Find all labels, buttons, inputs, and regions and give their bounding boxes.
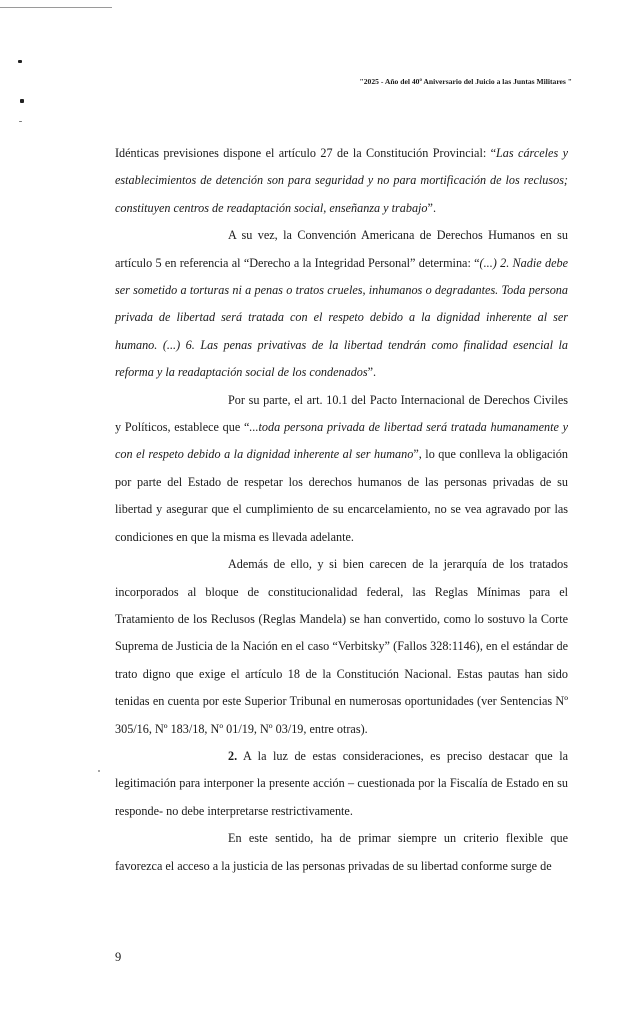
scan-speck <box>20 99 24 103</box>
paragraph-text: Por su parte, el art. 10.1 del Pacto Internacional de Derechos Civiles y Políticos, establece que “ <box>115 392 568 435</box>
paragraph-text: En este sentido, ha de primar siempre un criterio flexible que favorezca el acceso a la justicia de las personas privadas de su libertad conforme surge de <box>115 831 568 873</box>
paragraph-text: A la luz de estas consideraciones, es preciso destacar que la legitimación para interponer la presente acción – cuestionada por la Fiscalía de Estado en su responde- no debe interpretarse restrictivamente. <box>115 748 568 818</box>
page-number: 9 <box>115 950 122 964</box>
document-body <box>115 140 568 880</box>
paragraph <box>115 222 568 386</box>
paragraph-text: A su vez, la Convención Americana de Derechos Humanos en su artículo 5 en referencia al “Derecho a la Integridad Personal” determina: “ <box>115 228 568 270</box>
paragraph-text: Idénticas previsiones dispone el artículo 27 de la Constitución Provincial: “ <box>115 146 497 160</box>
paragraph-text: Además de ello, y si bien carecen de la jerarquía de los tratados incorporados al bloque de constitucionalidad federal, las Reglas Mínimas para el Tratamiento de los Reclusos (Reglas Mandela) se han convertido, como lo sostuvo la Corte Suprema de Justicia de la Nación en el caso “Verbitsky” (Fallos 328:1146), en el estándar de trato digno que exige el artículo 18 de la Constitución Nacional. Estas pautas han sido tenidas en cuenta por este Superior Tribunal en numerosas oportunidades (ver Sentencias Nº 305/16, Nº 183/18, Nº 01/19, Nº 03/19, entre otras). <box>115 557 568 736</box>
paragraph <box>115 140 568 222</box>
paragraph <box>115 743 568 825</box>
paragraph <box>115 387 568 551</box>
paragraph-text: ”. <box>367 365 377 380</box>
scan-speck <box>98 770 100 772</box>
quoted-text: (...) 2. Nadie debe ser sometido a torturas ni a penas o tratos crueles, inhumanos o degradantes. Toda persona privada de libertad será tratada con el respeto debido a la dignidad inherente al ser humano. (...) 6. Las penas privativas de la libertad tendrán como finalidad esencial la reforma y la readaptación social de los condenados <box>115 255 568 380</box>
scan-edge-line <box>0 7 112 8</box>
running-header: "2025 - Año del 40º Aniversario del Juicio a las Juntas Militares " <box>359 77 572 86</box>
quoted-text: Las cárceles y establecimientos de detención son para seguridad y no para mortificación de los reclusos; constituyen centros de readaptación social, enseñanza y trabajo <box>115 146 568 215</box>
paragraph <box>115 825 568 880</box>
scan-speck <box>18 60 22 63</box>
section-number: 2. <box>228 748 238 763</box>
quoted-text: ...toda persona privada de libertad será tratada humanamente y con el respeto debido a la dignidad inherente al ser humano <box>115 420 569 462</box>
paragraph-text: ”, lo que conlleva la obligación por parte del Estado de respetar los derechos humanos de las personas privadas de su libertad y asegurar que el cumplimiento de su encarcelamiento, no se vea agravado por las condiciones en que la misma es llevada adelante. <box>115 447 568 544</box>
paragraph-text: ”. <box>427 200 436 215</box>
paragraph <box>115 551 568 743</box>
scan-speck <box>19 121 22 122</box>
